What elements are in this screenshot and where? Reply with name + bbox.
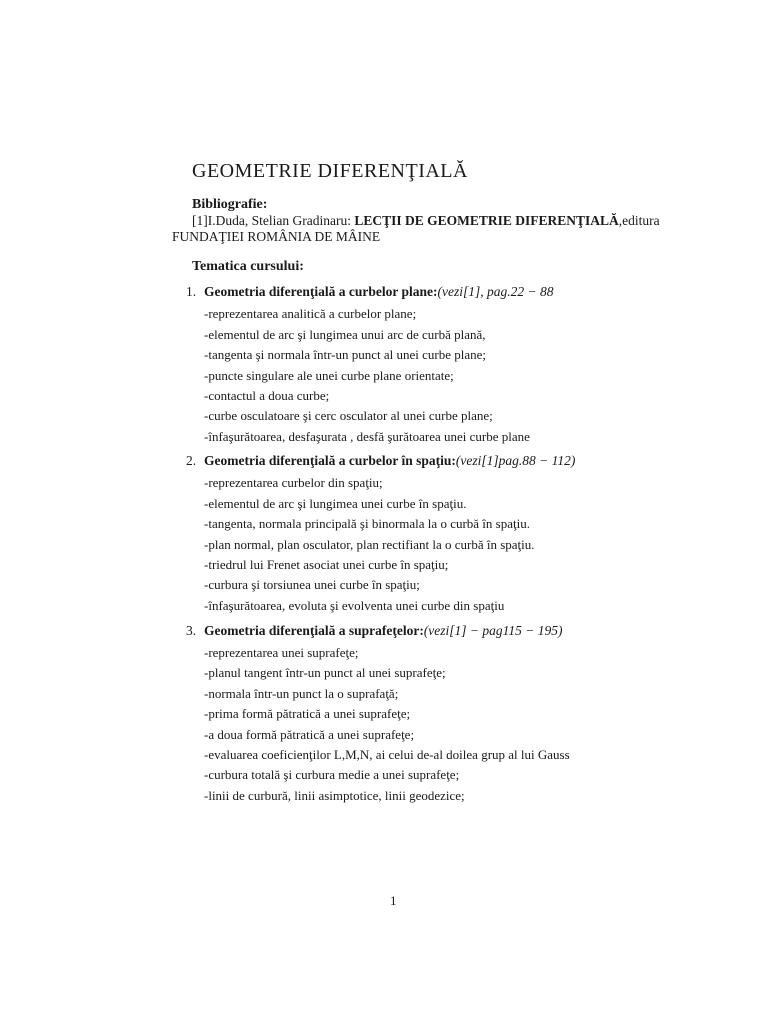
list-item: -elementul de arc şi lungimea unei curbe în spaţiu. <box>204 496 467 511</box>
page-title: GEOMETRIE DIFERENŢIALĂ <box>192 160 468 182</box>
section-heading <box>186 453 575 469</box>
list-item: -contactul a doua curbe; <box>204 388 330 403</box>
list-item: -curbe osculatoare şi cerc osculator al unei curbe plane; <box>204 408 493 423</box>
section-number: 1. <box>186 284 197 299</box>
course-topics-label: Tematica cursului: <box>192 259 304 274</box>
list-item: -reprezentarea analitică a curbelor plane; <box>204 306 417 321</box>
section-number: 3. <box>186 623 197 638</box>
list-item: -a doua formă pătratică a unei suprafeţe; <box>204 727 415 742</box>
list-item: -linii de curbură, linii asimptotice, linii geodezice; <box>204 788 465 803</box>
bibliography-entry-line1 <box>192 213 660 229</box>
section-heading <box>186 284 553 300</box>
list-item: -planul tangent într-un punct al unei suprafeţe; <box>204 665 446 680</box>
list-item: -înfaşurătoarea, evoluta şi evolventa unei curbe din spaţiu <box>204 598 505 613</box>
list-item: -prima formă pătratică a unei suprafeţe; <box>204 706 411 721</box>
section-reference: (vezi[1]pag.88 − 112) <box>455 453 576 468</box>
list-item: -curbura şi torsiunea unei curbe în spaţiu; <box>204 577 420 592</box>
list-item: -tangenta şi normala într-un punct al unei curbe plane; <box>204 347 487 362</box>
section-title: Geometria diferenţială a curbelor plane: <box>204 284 438 299</box>
bibliography-ref: [1]I.Duda, Stelian Gradinaru: <box>192 213 355 228</box>
section-title: Geometria diferenţială a suprafeţelor: <box>204 623 424 638</box>
bibliography-book-title: LECŢII DE GEOMETRIE DIFERENŢIALĂ <box>354 213 619 228</box>
bibliography-label: Bibliografie: <box>192 197 268 212</box>
list-item: -plan normal, plan osculator, plan rectifiant la o curbă în spaţiu. <box>204 537 535 552</box>
section-reference: (vezi[1] − pag115 − 195) <box>423 623 563 638</box>
list-item: -tangenta, normala principală şi binormala la o curbă în spaţiu. <box>204 516 530 531</box>
section-number: 2. <box>186 453 197 468</box>
list-item: -reprezentarea unei suprafeţe; <box>204 645 359 660</box>
section-heading <box>186 623 563 639</box>
bibliography-entry-line2: FUNDAŢIEI ROMÂNIA DE MÂINE <box>172 229 381 244</box>
list-item: -evaluarea coeficienţilor L,M,N, ai celui de-al doilea grup al lui Gauss <box>204 747 570 762</box>
section-title: Geometria diferenţială a curbelor în spaţiu: <box>204 453 456 468</box>
list-item: -curbura totală şi curbura medie a unei suprafeţe; <box>204 767 460 782</box>
section-reference: (vezi[1], pag.22 − 88 <box>437 284 554 299</box>
list-item: -înfaşurătoarea, desfaşurata , desfă şurătoarea unei curbe plane <box>204 429 530 444</box>
list-item: -reprezentarea curbelor din spaţiu; <box>204 475 383 490</box>
list-item: -puncte singulare ale unei curbe plane orientate; <box>204 368 454 383</box>
list-item: -triedrul lui Frenet asociat unei curbe în spaţiu; <box>204 557 449 572</box>
page-number: 1 <box>390 893 397 908</box>
bibliography-publisher-prefix: ,editura <box>618 213 660 228</box>
list-item: -normala într-un punct la o suprafaţă; <box>204 686 399 701</box>
list-item: -elementul de arc şi lungimea unui arc de curbă plană, <box>204 327 486 342</box>
